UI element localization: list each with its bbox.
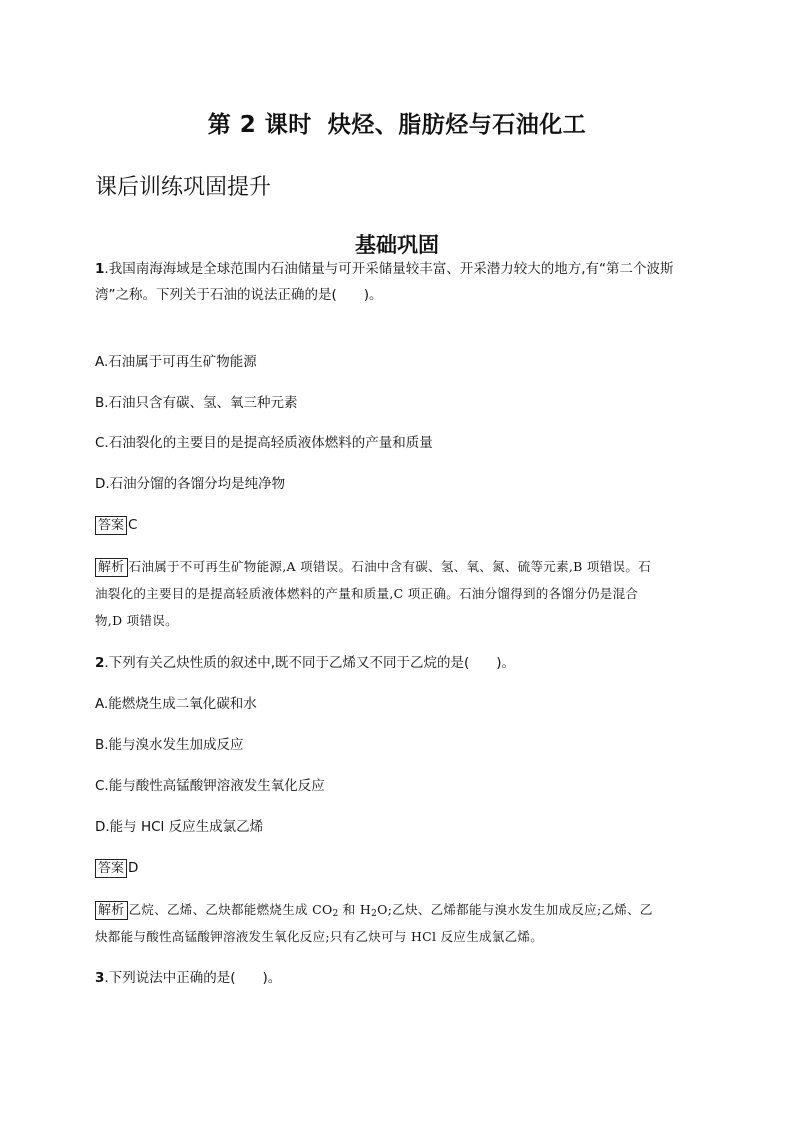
q1-stem-line2: 湾”之称。下列关于石油的说法正确的是( )。 [95,287,383,303]
q3-stem: 3.下列说法中正确的是( )。 [95,970,282,986]
section-heading: 基础巩固 [355,233,439,257]
q1-option-d: D.石油分馏的各馏分均是纯净物 [95,476,286,492]
q2-analysis-line1: 解析 乙烷、乙烯、乙炔都能燃烧生成 $CO_2$ 和 $H_2O$;乙炔、乙烯都能与溴水发生加成反应;乙烯、乙 [95,896,700,923]
q2-option-b: B.能与溴水发生加成反应 [95,737,244,753]
q1-answer [95,514,137,536]
lesson-number: 第 2 课时 [207,112,312,138]
q2-stem: 2.下列有关乙炔性质的叙述中,既不同于乙烯又不同于乙烷的是( )。 [95,655,516,671]
q2-answer-value: D [128,860,139,876]
q1-option-b: B.石油只含有碳、氢、氧三种元素 [95,395,298,411]
q2-option-d: D.能与 HCl 反应生成氯乙烯 [95,819,264,835]
page-subtitle: 课后训练巩固提升 [95,175,272,200]
q1-option-c: C.石油裂化的主要目的是提高轻质液体燃料的产量和质量 [95,435,433,451]
q2-analysis [95,896,700,950]
q2-option-c: C.能与酸性高锰酸钾溶液发生氧化反应 [95,778,325,794]
analysis-tag: 解析 [95,558,128,577]
q1-number: 1 [95,261,105,277]
q1-analysis-line2: 油裂化的主要目的是提高轻质液体燃料的产量和质量,C 项正确。石油分馏得到的各馏分仍是混合 [95,586,639,601]
q1-analysis-line1: 解析 石油属于不可再生矿物能源,A 项错误。石油中含有碳、氢、氧、氮、硫等元素,B 项错误。石 [95,553,700,580]
answer-tag: 答案 [95,516,127,535]
q2-number: 2 [95,655,105,671]
analysis-tag: 解析 [95,901,128,920]
page-title [0,106,794,139]
q3-number: 3 [95,970,105,986]
q1-analysis-line3: 物,D 项错误。 [95,613,178,628]
q2-analysis-line2: 炔都能与酸性高锰酸钾溶液发生氧化反应;只有乙炔可与 HCl 反应生成氯乙烯。 [95,929,544,944]
answer-tag: 答案 [95,859,127,878]
q2-answer [95,857,138,879]
q2-option-a: A.能燃烧生成二氧化碳和水 [95,696,257,712]
q1-stem-line1: 1.我国南海海域是全球范围内石油储量与可开采储量较丰富、开采潜力较大的地方,有“第二个波斯 [95,261,674,277]
lesson-topic: 炔烃、脂肪烃与石油化工 [327,112,587,138]
q1-option-a: A.石油属于可再生矿物能源 [95,354,257,370]
q1-answer-value: C [128,517,138,533]
q1-analysis [95,553,700,634]
